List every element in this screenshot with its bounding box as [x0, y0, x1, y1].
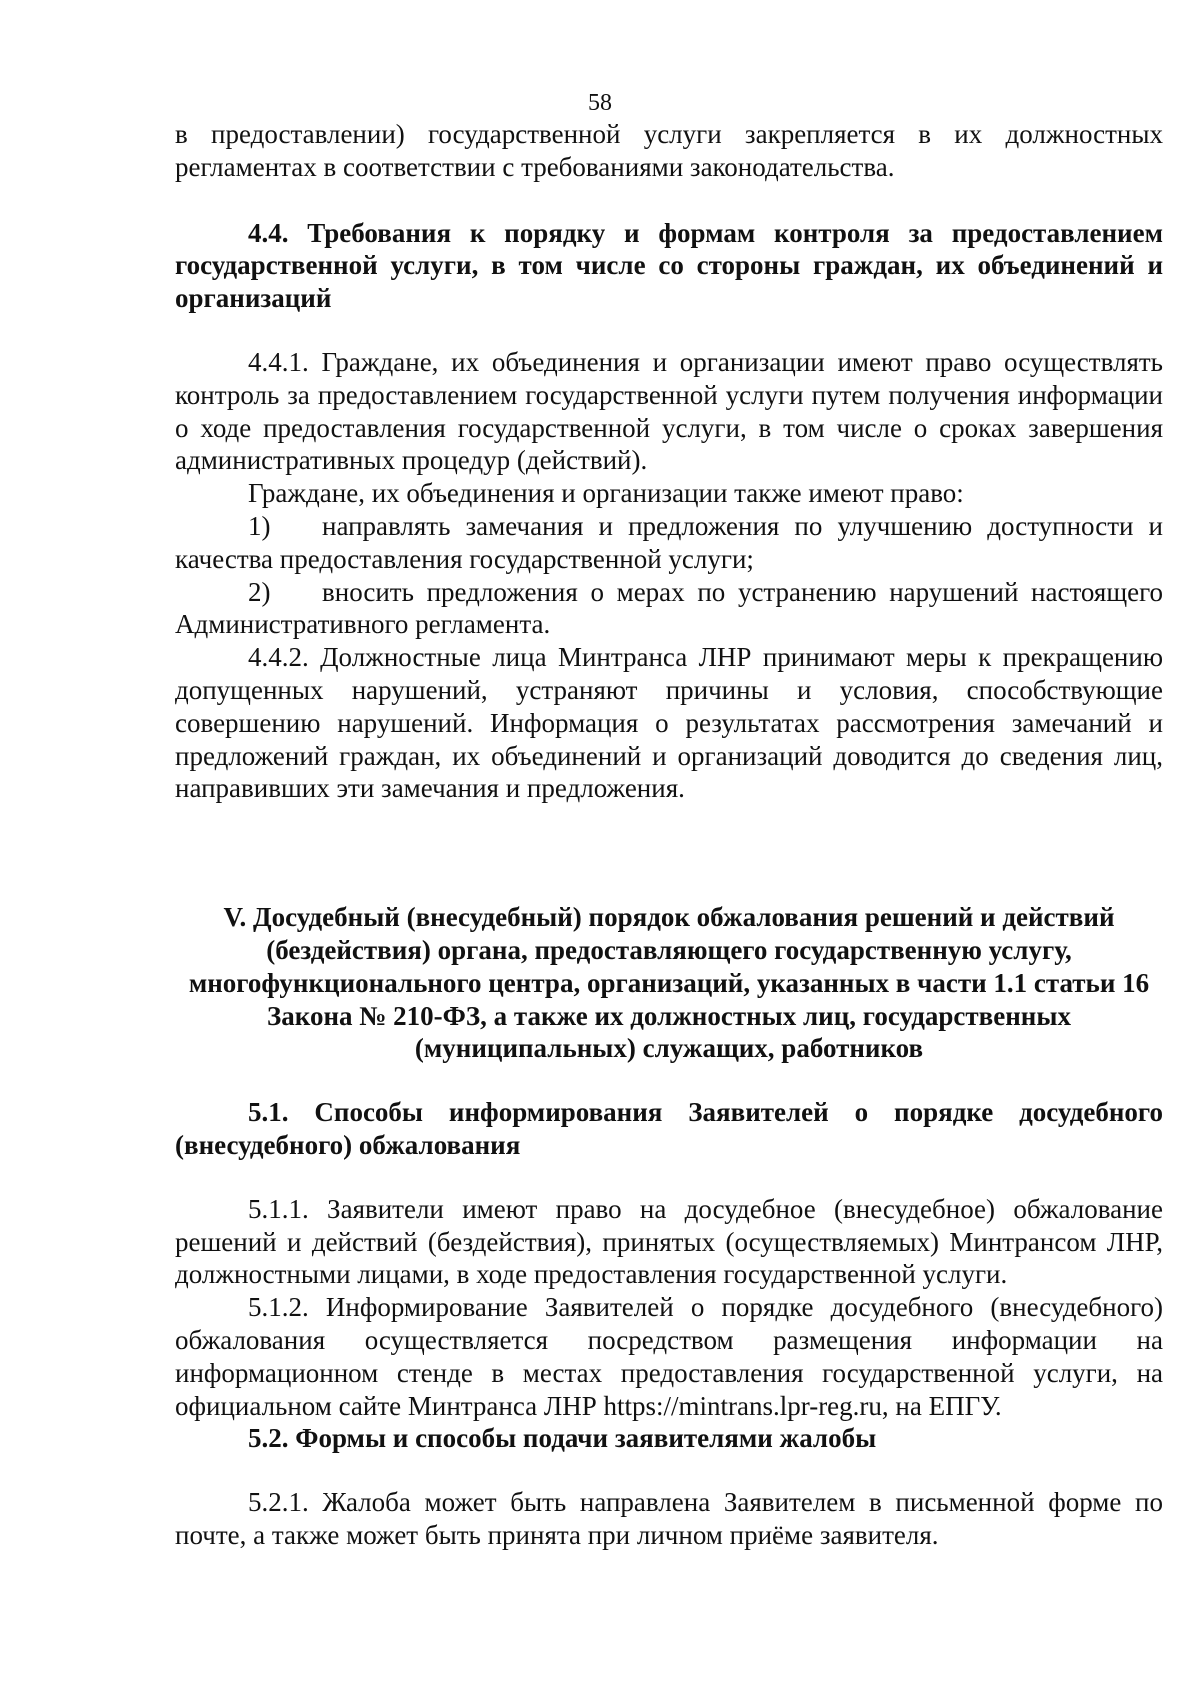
list-item-2 — [175, 576, 1163, 642]
page-number: 58 — [588, 90, 612, 116]
list-item-number: 1) — [248, 510, 271, 541]
list-item-number: 2) — [248, 576, 271, 607]
section-v-title: V. Досудебный (внесудебный) порядок обжалования решений и действий (бездействия) органа, предоставляющего государственную услугу, многофункционального центра, организаций, указанных в части 1.1 статьи 16 Закона № 210-ФЗ, а также их должностных лиц, государственных (муниципальных) служащих, работников — [188, 902, 1150, 1064]
paragraph-4-4-2: 4.4.2. Должностные лица Минтранса ЛНР принимают меры к прекращению допущенных нарушений, устраняют причины и условия, способствующие совершению нарушений. Информация о результатах рассмотрения замечаний и предложений граждан, их объединений и организаций доводится до сведения лиц, направивших эти замечания и предложения. — [175, 642, 1163, 804]
paragraph-intro: в предоставлении) государственной услуги закрепляется в их должностных регламентах в соответствии с требованиями законодательства. — [175, 119, 1163, 182]
paragraph-4-4-1: 4.4.1. Граждане, их объединения и организации имеют право осуществлять контроль за предоставлением государственной услуги путем получения информации о ходе предоставления государственной услуги, в том числе о сроках завершения административных процедур (действий). — [175, 346, 1163, 476]
paragraph-5-1-1: 5.1.1. Заявители имеют право на досудебное (внесудебное) обжалование решений и действий (бездействия), принятых (осуществляемых) Минтрансом ЛНР, должностными лицами, в ходе предоставления государственной услуги. — [175, 1193, 1163, 1290]
list-item-1 — [175, 510, 1163, 576]
list-item-text: вносить предложения о мерах по устранению нарушений настоящего Административного регламента. — [175, 576, 1163, 640]
heading-5-1: 5.1. Способы информирования Заявителей о порядке досудебного (внесудебного) обжалования — [175, 1097, 1163, 1160]
heading-4-4: 4.4. Требования к порядку и формам контроля за предоставлением государственной услуги, в том числе со стороны граждан, их объединений и организаций — [175, 217, 1163, 314]
heading-5-2: 5.2. Формы и способы подачи заявителями жалобы — [248, 1423, 877, 1454]
paragraph-5-1-2: 5.1.2. Информирование Заявителей о порядке досудебного (внесудебного) обжалования осуществляется посредством размещения информации на информационном стенде в местах предоставления государственной услуги, на официальном сайте Минтранса ЛНР https://mintrans.lpr-reg.ru, на ЕПГУ. — [175, 1292, 1163, 1421]
list-item-text: направлять замечания и предложения по улучшению доступности и качества предоставления государственной услуги; — [175, 510, 1163, 574]
paragraph-5-2-1: 5.2.1. Жалоба может быть направлена Заявителем в письменной форме по почте, а также может быть принята при личном приёме заявителя. — [175, 1487, 1163, 1550]
document-body — [175, 118, 1163, 1552]
paragraph-4-4-1-rights: Граждане, их объединения и организации также имеют право: — [248, 478, 964, 509]
